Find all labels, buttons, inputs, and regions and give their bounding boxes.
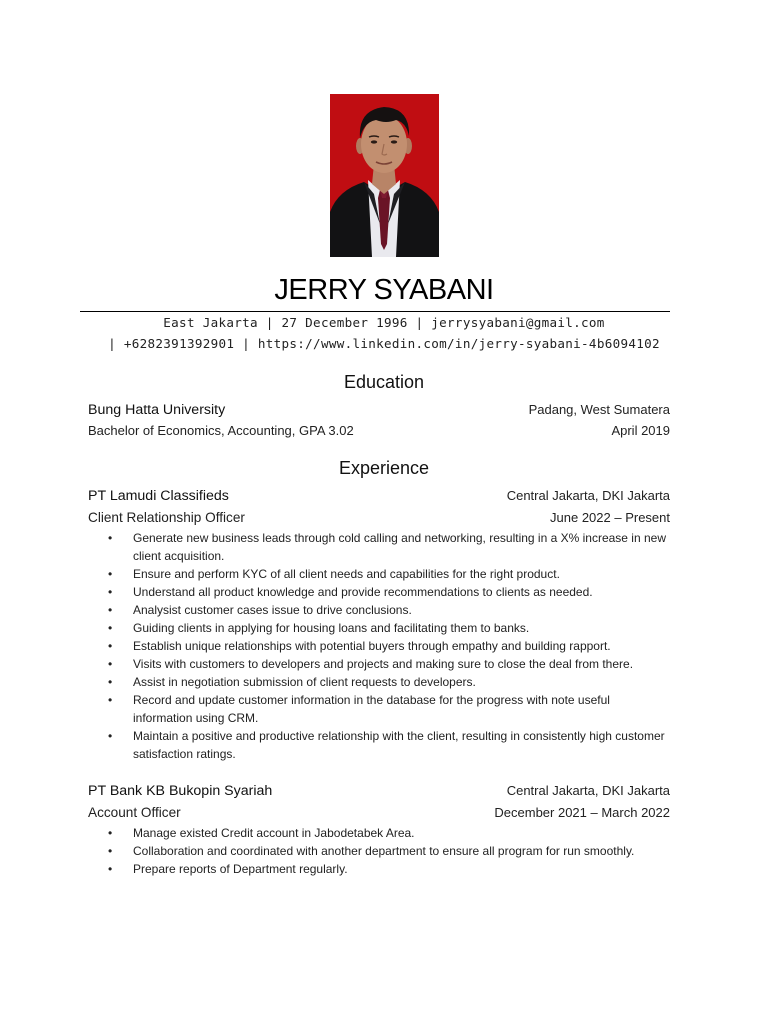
header-divider xyxy=(80,311,670,312)
bullet-glyph: • xyxy=(108,603,113,617)
bullet-glyph: • xyxy=(108,657,113,671)
bullet-glyph: • xyxy=(108,862,113,876)
education-row-2 xyxy=(88,423,670,443)
profile-photo xyxy=(330,94,439,257)
bullet-glyph: • xyxy=(108,639,113,653)
job-1-bullets xyxy=(105,529,670,763)
list-item: • Establish unique relationships with potential buyers through empathy and building rapport. xyxy=(108,639,611,653)
list-item: • Manage existed Credit account in Jabodetabek Area. xyxy=(108,826,415,840)
bullet-glyph: • xyxy=(108,585,113,599)
experience-heading: Experience xyxy=(338,458,430,478)
bullet-glyph: • xyxy=(108,693,113,707)
education-heading: Education xyxy=(343,372,425,392)
job-2-bullets xyxy=(105,824,670,878)
contact-line-2: | +6282391392901 | https://www.linkedin.com/in/jerry-syabani-4b6094102 xyxy=(108,336,660,351)
job-2-role: Account Officer xyxy=(88,805,181,820)
job-2-role-row xyxy=(88,805,670,825)
job-1-location: Central Jakarta, DKI Jakarta xyxy=(506,488,670,503)
list-item: • Visits with customers to developers and projects and making sure to close the deal from there. xyxy=(108,657,634,671)
job-1-role: Client Relationship Officer xyxy=(88,510,245,525)
bullet-glyph: • xyxy=(108,675,113,689)
job-2-company: PT Bank KB Bukopin Syariah xyxy=(88,783,273,799)
list-item: • Record and update customer information in the database for the progress with note useful information using CRM. xyxy=(108,693,610,725)
bullet-glyph: • xyxy=(108,826,113,840)
job-2-location: Central Jakarta, DKI Jakarta xyxy=(506,783,670,798)
education-row-1 xyxy=(88,402,670,422)
list-item: • Maintain a positive and productive relationship with the client, resulting in consistently high customer satisfaction ratings. xyxy=(108,729,665,761)
graduation-date: April 2019 xyxy=(611,423,670,438)
list-item: • Generate new business leads through cold calling and networking, resulting in a X% increase in new client acquisition. xyxy=(108,531,666,563)
list-item: • Understand all product knowledge and provide recommendations to clients as needed. xyxy=(108,585,593,599)
list-item: • Guiding clients in applying for housing loans and facilitating them to banks. xyxy=(108,621,530,635)
candidate-name: JERRY SYABANI xyxy=(274,274,494,306)
job-1-company: PT Lamudi Classifieds xyxy=(88,488,229,504)
contact-line-1: East Jakarta | 27 December 1996 | jerrysyabani@gmail.com xyxy=(163,315,605,330)
school-location: Padang, West Sumatera xyxy=(528,402,670,417)
bullet-glyph: • xyxy=(108,531,113,545)
bullet-glyph: • xyxy=(108,567,113,581)
degree: Bachelor of Economics, Accounting, GPA 3.02 xyxy=(88,423,354,438)
list-item: • Assist in negotiation submission of client requests to developers. xyxy=(108,675,476,689)
bullet-glyph: • xyxy=(108,844,113,858)
list-item: • Analysist customer cases issue to drive conclusions. xyxy=(108,603,412,617)
school-name: Bung Hatta University xyxy=(88,402,226,418)
list-item: • Prepare reports of Department regularly. xyxy=(108,862,348,876)
bullet-glyph: • xyxy=(108,621,113,635)
job-2-dates: December 2021 – March 2022 xyxy=(494,805,670,820)
profile-photo-illustration xyxy=(330,94,439,257)
list-item: • Collaboration and coordinated with another department to ensure all program for run smoothly. xyxy=(108,844,635,858)
job-1-header xyxy=(88,488,670,508)
list-item: • Ensure and perform KYC of all client needs and capabilities for the right product. xyxy=(108,567,560,581)
bullet-glyph: • xyxy=(108,729,113,743)
job-1-dates: June 2022 – Present xyxy=(550,510,670,525)
job-1-role-row xyxy=(88,510,670,530)
job-2-header xyxy=(88,783,670,803)
